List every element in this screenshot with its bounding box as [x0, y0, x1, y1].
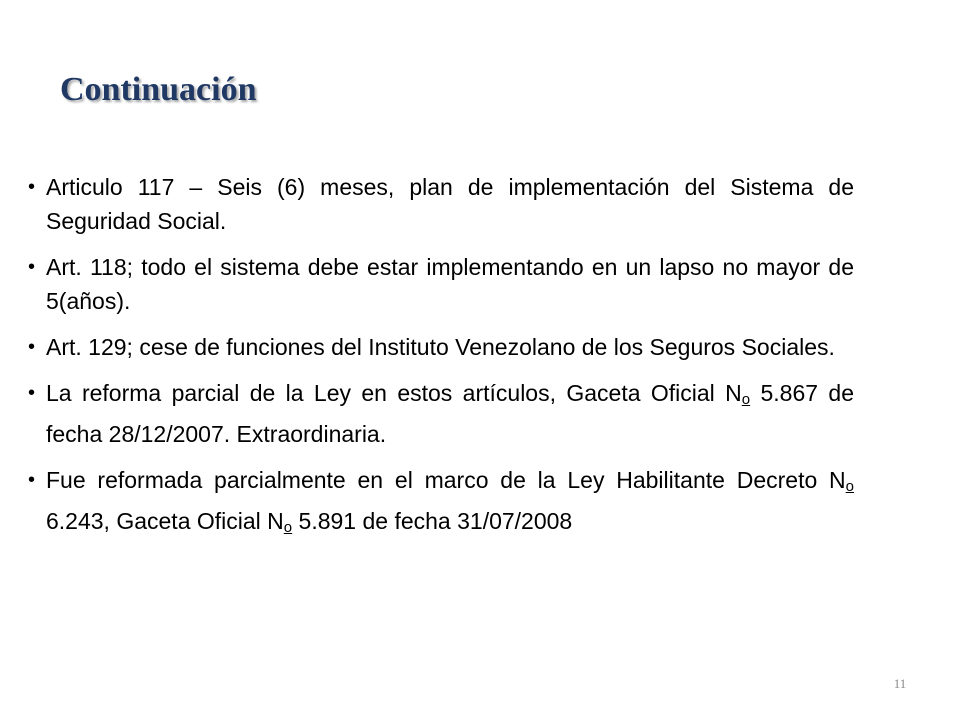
bullet-text — [46, 467, 854, 534]
bullet-text-part: 5.867 de fecha 28/12/2007. Extraordinaria. — [46, 380, 854, 447]
bullet-text: Articulo 117 – Seis (6) meses, plan de implementación del Sistema de Seguridad Social. — [46, 174, 854, 234]
bullet-item-article-117 — [28, 170, 854, 238]
bullet-text: Art. 118; todo el sistema debe estar implementando en un lapso no mayor de 5(años). — [46, 254, 854, 314]
number-sign-subscript: o — [283, 519, 293, 536]
slide-title: Continuación — [60, 71, 257, 108]
bullet-item-reforma-parcial — [28, 376, 854, 451]
bullet-item-ley-habilitante — [28, 463, 854, 545]
number-sign-subscript: o — [845, 478, 854, 495]
bullet-item-article-129 — [28, 330, 854, 364]
page-number: 11 — [893, 676, 907, 691]
bullet-text-part: Fue reformada parcialmente en el marco de la Ley Habilitante Decreto N — [46, 467, 846, 493]
bullet-dot-icon: • — [28, 469, 36, 491]
number-sign-subscript: o — [741, 391, 751, 408]
bullet-dot-icon: • — [28, 256, 36, 278]
bullet-text-part: 5.891 de fecha 31/07/2008 — [292, 508, 573, 534]
bullet-dot-icon: • — [28, 336, 36, 358]
bullet-text-part: 6.243, Gaceta Oficial N — [46, 508, 284, 534]
bullet-text: Art. 129; cese de funciones del Instituto Venezolano de los Seguros Sociales. — [46, 334, 835, 360]
bullet-dot-icon: • — [28, 176, 36, 198]
bullet-item-article-118 — [28, 250, 854, 318]
bullet-list — [28, 170, 854, 557]
bullet-dot-icon: • — [28, 382, 36, 404]
bullet-text-part: La reforma parcial de la Ley en estos artículos, Gaceta Oficial N — [46, 380, 742, 406]
bullet-text — [46, 380, 854, 447]
